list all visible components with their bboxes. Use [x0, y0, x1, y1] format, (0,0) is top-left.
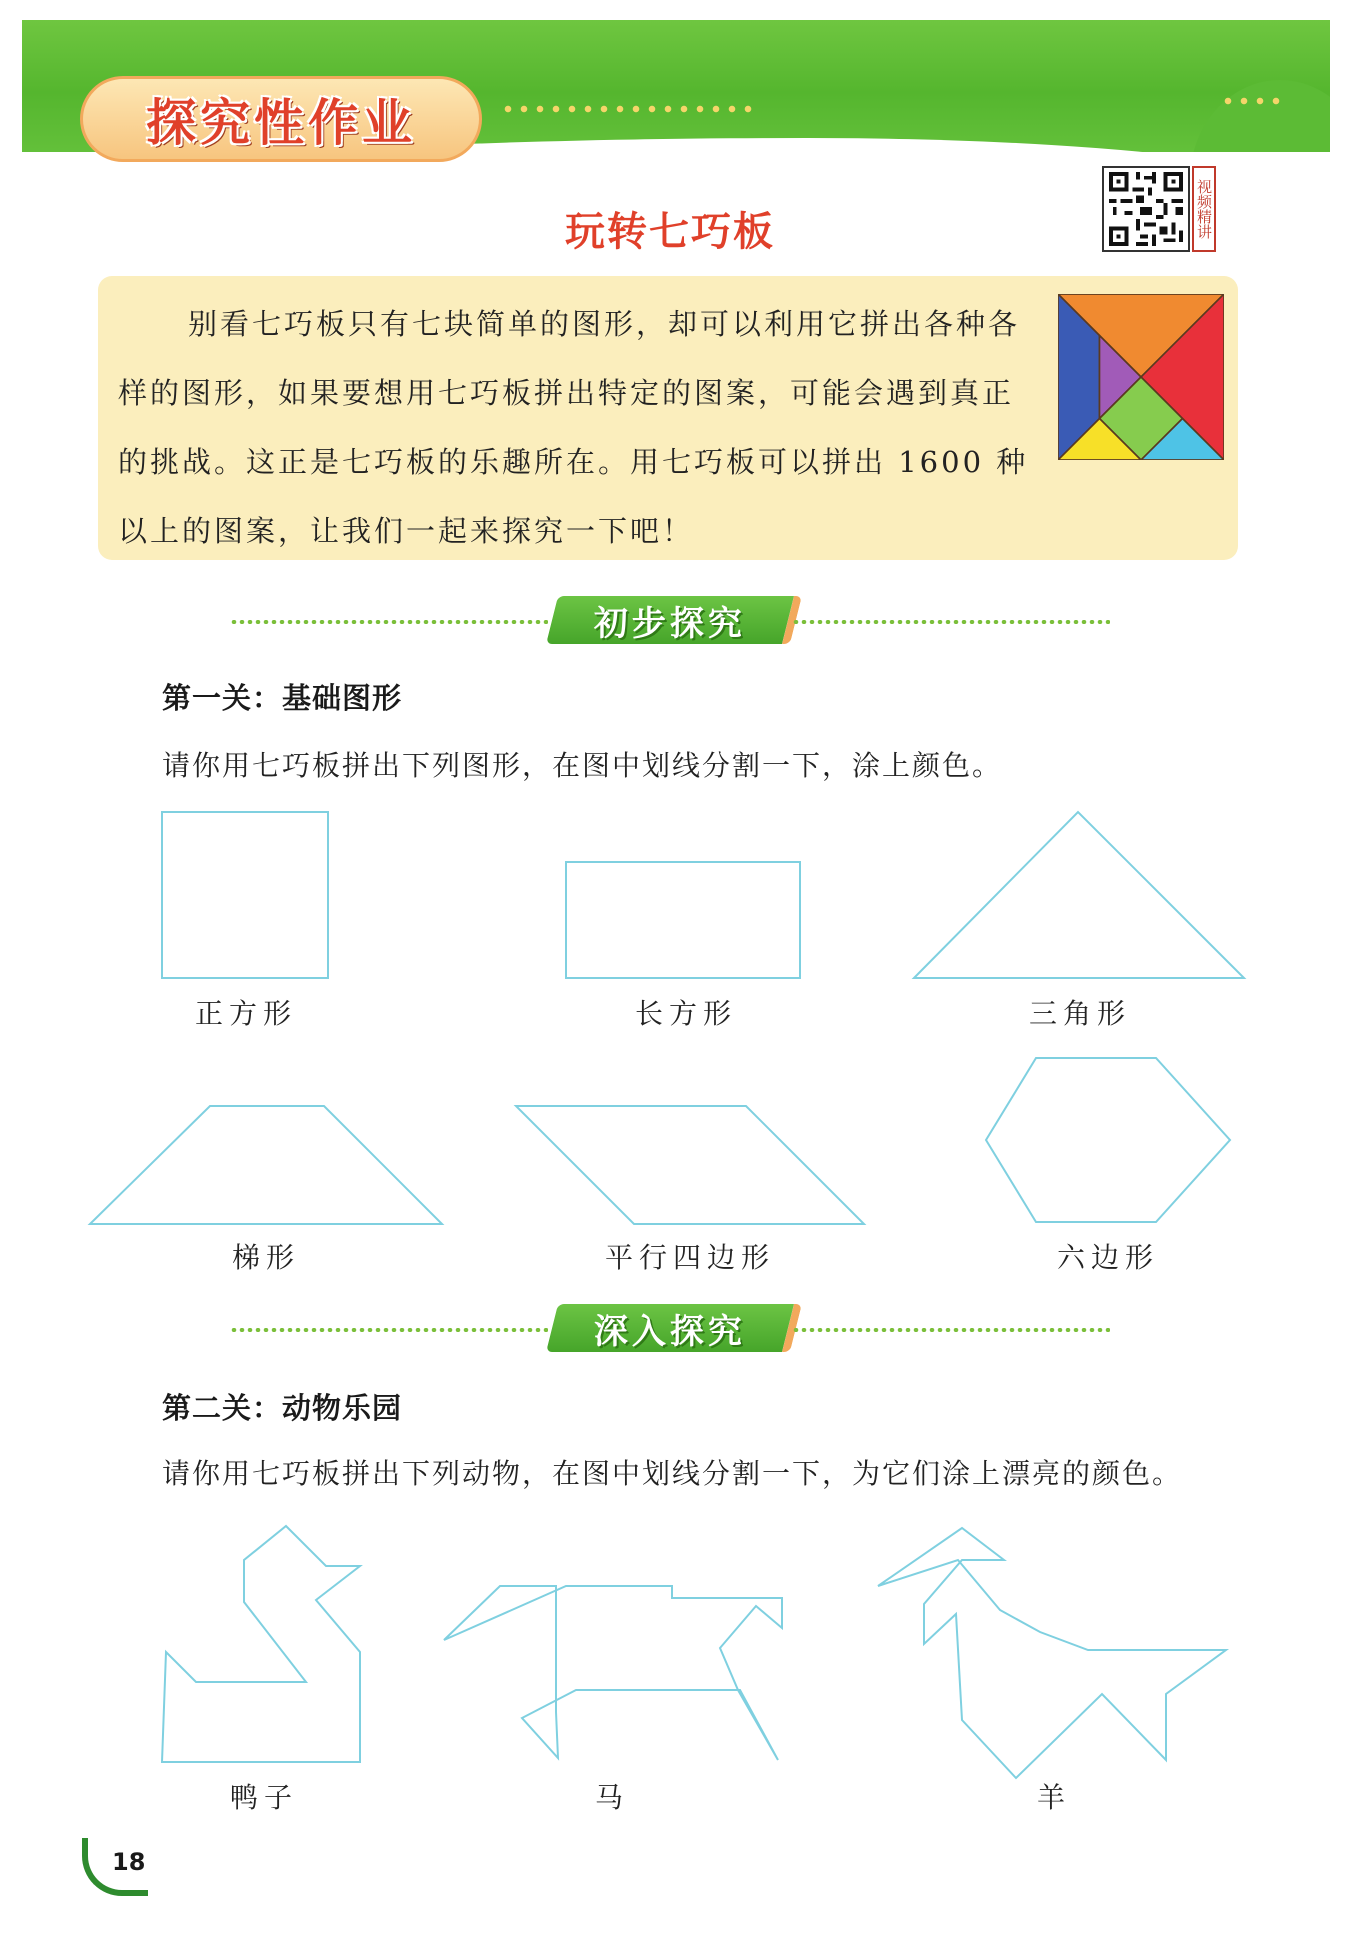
- instruction-basic: 请你用七巧板拼出下列图形，在图中划线分割一下，涂上颜色。: [162, 749, 1003, 782]
- section-label-text: 深入探究: [594, 1311, 746, 1352]
- dotted-line: [792, 620, 1110, 624]
- page-title: 玩转七巧板: [565, 209, 775, 255]
- section-header-basic: [230, 596, 1110, 646]
- animal-label-horse: 马: [594, 1781, 629, 1814]
- banner-dots-right: [1220, 96, 1280, 106]
- shape-label-hexagon: 六边形: [1056, 1241, 1159, 1274]
- shape-label-triangle: 三角形: [1028, 997, 1131, 1030]
- section-header-advanced: [230, 1304, 1110, 1354]
- instruction-advanced: 请你用七巧板拼出下列动物，在图中划线分割一下，为它们涂上漂亮的颜色。: [162, 1457, 1183, 1490]
- dotted-line: [230, 620, 548, 624]
- tangram-image: [1058, 294, 1224, 460]
- intro-text: 别看七巧板只有七块简单的图形，却可以利用它拼出各种各样的图形，如果要想用七巧板拼出特定的图案，可能会遇到真正的挑战。这正是七巧板的乐趣所在。用七巧板可以拼出 1600 种以上的图案，让我们一起来探究一下吧！: [118, 307, 1029, 548]
- shape-label-rectangle: 长方形: [634, 997, 737, 1030]
- shape-label-parallelogram: 平行四边形: [604, 1241, 775, 1274]
- shape-label-trapezoid: 梯形: [231, 1241, 300, 1274]
- banner-title: 探究性作业: [146, 94, 416, 152]
- level-title-advanced: 第二关：动物乐园: [162, 1391, 403, 1425]
- section-label: [546, 596, 802, 644]
- animal-label-goat: 羊: [1036, 1781, 1071, 1814]
- banner-title-badge: [80, 76, 482, 162]
- dotted-line: [230, 1328, 548, 1332]
- level-title-basic: 第一关：基础图形: [162, 681, 403, 715]
- page-number: 18: [112, 1848, 146, 1876]
- animal-label-duck: 鸭子: [229, 1781, 298, 1814]
- dotted-line: [792, 1328, 1110, 1332]
- section-label-text: 初步探究: [594, 603, 746, 644]
- section-label: [546, 1304, 802, 1352]
- banner-dots: [500, 104, 760, 114]
- banner-decoration: [1190, 80, 1330, 152]
- qr-code-icon[interactable]: [1102, 166, 1190, 252]
- qr-label: 视频精讲: [1192, 166, 1216, 252]
- shape-label-square: 正方形: [194, 997, 297, 1030]
